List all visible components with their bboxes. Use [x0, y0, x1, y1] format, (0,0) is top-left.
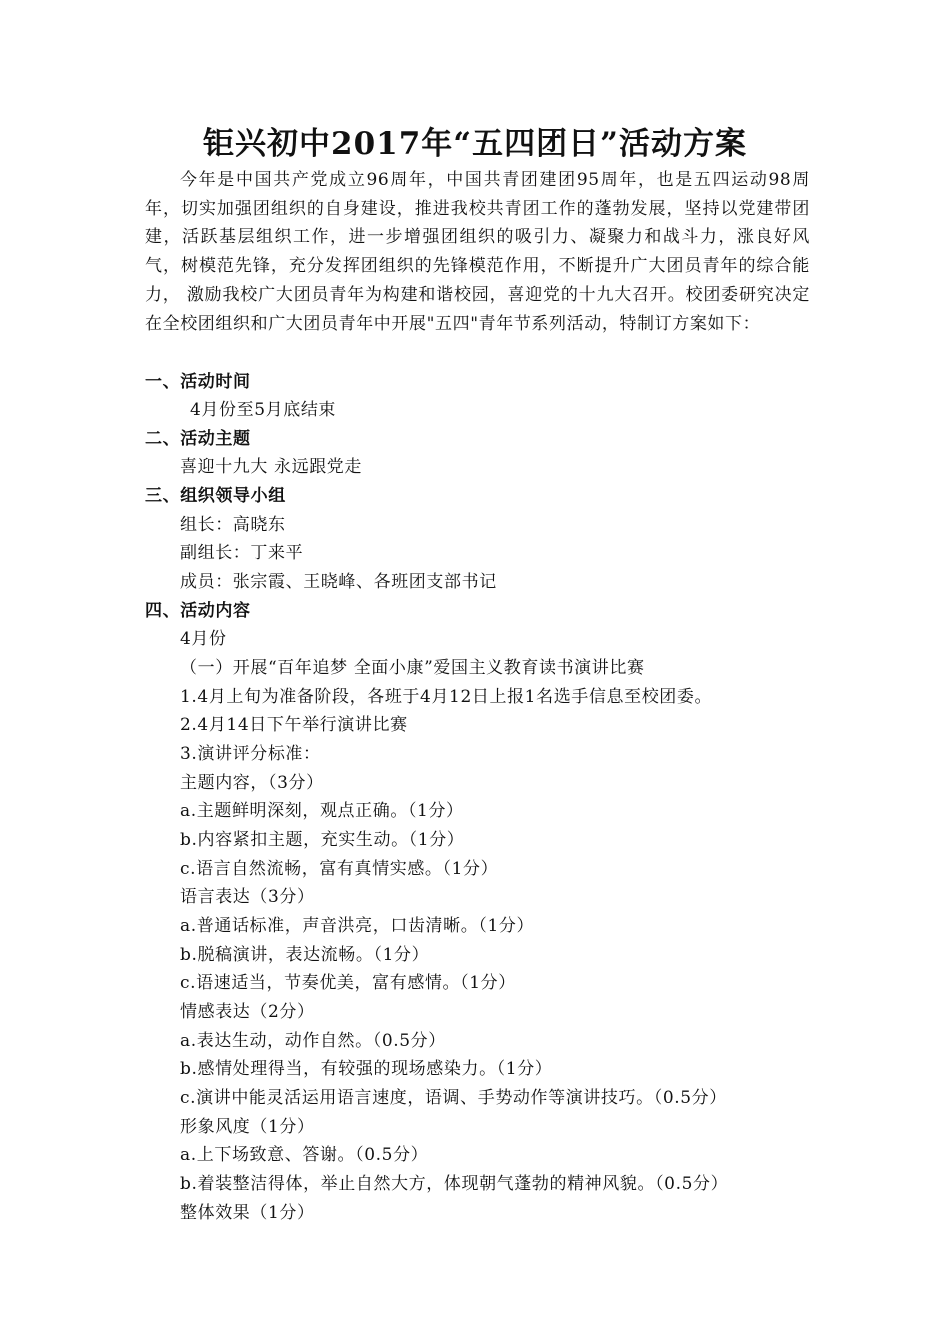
criteria-language-a: a.普通话标准，声音洪亮，口齿清晰。（1分） — [180, 916, 535, 936]
section-heading-content: 四、活动内容 — [145, 601, 251, 621]
section-heading-leadership: 三、组织领导小组 — [145, 486, 286, 506]
leader-line: 组长：高晓东 — [180, 515, 286, 535]
criteria-language-c: c.语速适当，节奏优美，富有感情。（1分） — [180, 973, 516, 993]
criteria-language-b: b.脱稿演讲，表达流畅。（1分） — [180, 945, 430, 965]
step-2: 2.4月14日下午举行演讲比赛 — [180, 715, 408, 735]
criteria-content-c: c.语言自然流畅，富有真情实感。（1分） — [180, 859, 499, 879]
members-line: 成员：张宗霞、王晓峰、各班团支部书记 — [180, 572, 497, 592]
document-title: 钜兴初中2017年“五四团日”活动方案 — [203, 126, 747, 162]
criteria-emotion-a: a.表达生动，动作自然。（0.5分） — [180, 1031, 446, 1051]
deputy-leader-line: 副组长：丁来平 — [180, 543, 304, 563]
criteria-image-heading: 形象风度（1分） — [180, 1117, 315, 1137]
criteria-content-a: a.主题鲜明深刻，观点正确。（1分） — [180, 801, 464, 821]
criteria-emotion-b: b.感情处理得当，有较强的现场感染力。（1分） — [180, 1059, 553, 1079]
step-1: 1.4月上旬为准备阶段，各班于4月12日上报1名选手信息至校团委。 — [180, 687, 713, 707]
activity-time-text: 4月份至5月底结束 — [190, 400, 337, 420]
month-label: 4月份 — [180, 629, 227, 649]
event-title: （一）开展“百年追梦 全面小康”爱国主义教育读书演讲比赛 — [180, 658, 645, 678]
criteria-content-b: b.内容紧扣主题，充实生动。（1分） — [180, 830, 465, 850]
criteria-image-b: b.着装整洁得体，举止自然大方，体现朝气蓬勃的精神风貌。（0.5分） — [180, 1174, 729, 1194]
activity-theme-text: 喜迎十九大 永远跟党走 — [180, 457, 363, 477]
intro-paragraph: 今年是中国共产党成立96周年，中国共青团建团95周年，也是五四运动98周年，切实加强团组织的自身建设，推进我校共青团工作的蓬勃发展，坚持以党建带团建，活跃基层组织工作，进一步增强团组织的吸引力、凝聚力和战斗力，涨良好风气，树模范先锋，充分发挥团组织的先锋模范作用，不断提升广大团员青年的综合能力， 激励我校广大团员青年为构建和谐校园，喜迎党的十九大召开。校团委研究决定在全校团组织和广大团员青年中开展"五四"青年节系列活动，特制订方案如下： — [145, 170, 810, 334]
criteria-emotion-heading: 情感表达（2分） — [180, 1002, 315, 1022]
criteria-image-a: a.上下场致意、答谢。（0.5分） — [180, 1145, 429, 1165]
step-3: 3.演讲评分标准： — [180, 744, 321, 764]
section-heading-time: 一、活动时间 — [145, 372, 251, 392]
criteria-emotion-c: c.演讲中能灵活运用语言速度，语调、手势动作等演讲技巧。（0.5分） — [180, 1088, 727, 1108]
criteria-content-heading: 主题内容，（3分） — [180, 773, 324, 793]
section-heading-theme: 二、活动主题 — [145, 429, 251, 449]
criteria-overall-heading: 整体效果（1分） — [180, 1203, 315, 1223]
criteria-language-heading: 语言表达（3分） — [180, 887, 315, 907]
